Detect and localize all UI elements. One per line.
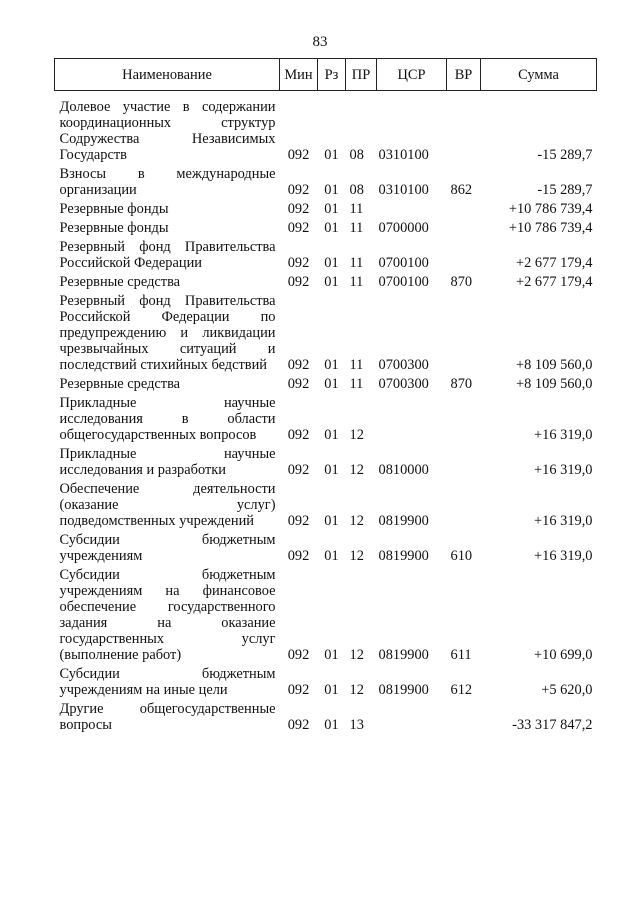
row-vr (447, 481, 481, 532)
table-header-row (55, 59, 597, 91)
page-number: 83 (312, 34, 328, 50)
row-name: Субсидии бюджетным учреждениям на финансовое обеспечение государственного задания на оказание государственных услуг (выполнение работ) (59, 567, 276, 663)
row-name: Резервные фонды (59, 201, 169, 217)
row-name: Долевое участие в содержании координационных структур Содружества Независимых Государств (59, 99, 276, 163)
row-rz: 01 (324, 513, 339, 529)
row-min: 092 (287, 201, 310, 217)
row-csr: 0819900 (378, 647, 429, 663)
row-min: 092 (287, 682, 310, 698)
row-vr: 611 (450, 647, 472, 663)
row-vr: 862 (450, 182, 473, 198)
row-name: Прикладные научные исследования и разработки (59, 446, 276, 478)
table-row (55, 166, 597, 201)
row-pr: 11 (349, 376, 364, 392)
row-pr: 11 (349, 274, 364, 290)
row-rz: 01 (324, 462, 339, 478)
row-min: 092 (287, 513, 310, 529)
row-name: Другие общегосударственные вопросы (59, 701, 276, 733)
row-min: 092 (287, 427, 310, 443)
row-vr (447, 395, 481, 446)
row-min: 092 (287, 647, 310, 663)
row-vr (447, 239, 481, 274)
row-name: Субсидии бюджетным учреждениям на иные цели (59, 666, 276, 698)
row-csr: 0819900 (378, 682, 429, 698)
table-row (55, 220, 597, 239)
table-row (55, 239, 597, 274)
table-row (55, 532, 597, 567)
header-vr: ВР (447, 59, 481, 91)
row-sum: +8 109 560,0 (516, 376, 593, 392)
row-vr: 870 (450, 376, 473, 392)
table-row (55, 395, 597, 446)
row-pr: 12 (349, 548, 364, 564)
table-row (55, 293, 597, 376)
row-sum: +16 319,0 (534, 462, 593, 478)
row-csr (377, 701, 447, 736)
row-sum: +10 786 739,4 (508, 201, 593, 217)
row-min: 092 (287, 147, 310, 163)
row-min: 092 (287, 376, 310, 392)
row-rz: 01 (324, 682, 339, 698)
row-pr: 12 (349, 427, 364, 443)
row-sum: -15 289,7 (537, 182, 593, 198)
table-row (55, 567, 597, 666)
header-min: Мин (280, 59, 318, 91)
row-pr: 11 (349, 255, 364, 271)
row-min: 092 (287, 182, 310, 198)
row-sum: +2 677 179,4 (516, 274, 593, 290)
row-vr: 870 (450, 274, 473, 290)
row-min: 092 (287, 255, 310, 271)
row-vr (447, 446, 481, 481)
table-row (55, 91, 597, 167)
row-pr: 11 (349, 220, 364, 236)
row-csr: 0310100 (378, 147, 429, 163)
row-name: Резервные средства (59, 274, 181, 290)
row-min: 092 (287, 274, 310, 290)
row-vr (447, 220, 481, 239)
row-csr (377, 201, 447, 220)
row-rz: 01 (324, 201, 339, 217)
row-csr: 0700300 (378, 376, 429, 392)
table-row (55, 701, 597, 736)
header-sum: Сумма (481, 59, 597, 91)
row-sum: +10 699,0 (534, 647, 593, 663)
row-min: 092 (287, 548, 310, 564)
header-pr: ПР (346, 59, 377, 91)
row-csr: 0819900 (378, 548, 429, 564)
row-csr (377, 395, 447, 446)
row-sum: +16 319,0 (534, 427, 593, 443)
row-name: Резервные средства (59, 376, 181, 392)
row-vr (447, 201, 481, 220)
row-rz: 01 (324, 357, 339, 373)
row-rz: 01 (324, 548, 339, 564)
table-row (55, 201, 597, 220)
row-vr (447, 701, 481, 736)
header-csr: ЦСР (377, 59, 447, 91)
row-vr (447, 293, 481, 376)
row-sum: +5 620,0 (541, 682, 593, 698)
row-sum: -15 289,7 (537, 147, 593, 163)
row-pr: 11 (349, 201, 364, 217)
row-pr: 11 (349, 357, 364, 373)
row-sum: +16 319,0 (534, 548, 593, 564)
row-pr: 12 (349, 462, 364, 478)
row-sum: +8 109 560,0 (516, 357, 593, 373)
row-vr (447, 91, 481, 167)
row-rz: 01 (324, 255, 339, 271)
row-pr: 13 (349, 717, 364, 733)
row-vr: 612 (450, 682, 473, 698)
row-rz: 01 (324, 647, 339, 663)
row-min: 092 (287, 462, 310, 478)
row-sum: +16 319,0 (534, 513, 593, 529)
row-csr: 0700100 (378, 274, 429, 290)
table-row (55, 376, 597, 395)
table-row (55, 666, 597, 701)
row-pr: 08 (349, 182, 364, 198)
table-row (55, 274, 597, 293)
row-pr: 08 (349, 147, 364, 163)
row-sum: +2 677 179,4 (516, 255, 593, 271)
table-row (55, 481, 597, 532)
row-min: 092 (287, 717, 310, 733)
row-name: Резервный фонд Правительства Российской Федерации по предупреждению и ликвидации чрезвычайных ситуаций и последствий стихийных бедствий (59, 293, 276, 373)
row-name: Обеспечение деятельности (оказание услуг) подведомственных учреждений (59, 481, 276, 529)
row-name: Взносы в международные организации (59, 166, 276, 198)
row-min: 092 (287, 220, 310, 236)
row-min: 092 (287, 357, 310, 373)
row-rz: 01 (324, 376, 339, 392)
row-rz: 01 (324, 427, 339, 443)
row-csr: 0810000 (378, 462, 429, 478)
header-name: Наименование (55, 59, 280, 91)
row-rz: 01 (324, 274, 339, 290)
row-pr: 12 (349, 647, 364, 663)
table-row (55, 446, 597, 481)
row-name: Резервные фонды (59, 220, 169, 236)
row-csr: 0700000 (378, 220, 429, 236)
budget-table (54, 58, 597, 736)
row-vr: 610 (450, 548, 473, 564)
header-rz: Рз (318, 59, 346, 91)
row-rz: 01 (324, 717, 339, 733)
row-rz: 01 (324, 147, 339, 163)
row-name: Прикладные научные исследования в области общегосударственных вопросов (59, 395, 276, 443)
row-pr: 12 (349, 682, 364, 698)
row-csr: 0700300 (378, 357, 429, 373)
row-sum: +10 786 739,4 (508, 220, 593, 236)
row-csr: 0310100 (378, 182, 429, 198)
row-csr: 0700100 (378, 255, 429, 271)
row-pr: 12 (349, 513, 364, 529)
row-sum: -33 317 847,2 (512, 717, 593, 733)
row-csr: 0819900 (378, 513, 429, 529)
row-rz: 01 (324, 182, 339, 198)
row-name: Резервный фонд Правительства Российской Федерации (59, 239, 276, 271)
row-rz: 01 (324, 220, 339, 236)
row-name: Субсидии бюджетным учреждениям (59, 532, 276, 564)
